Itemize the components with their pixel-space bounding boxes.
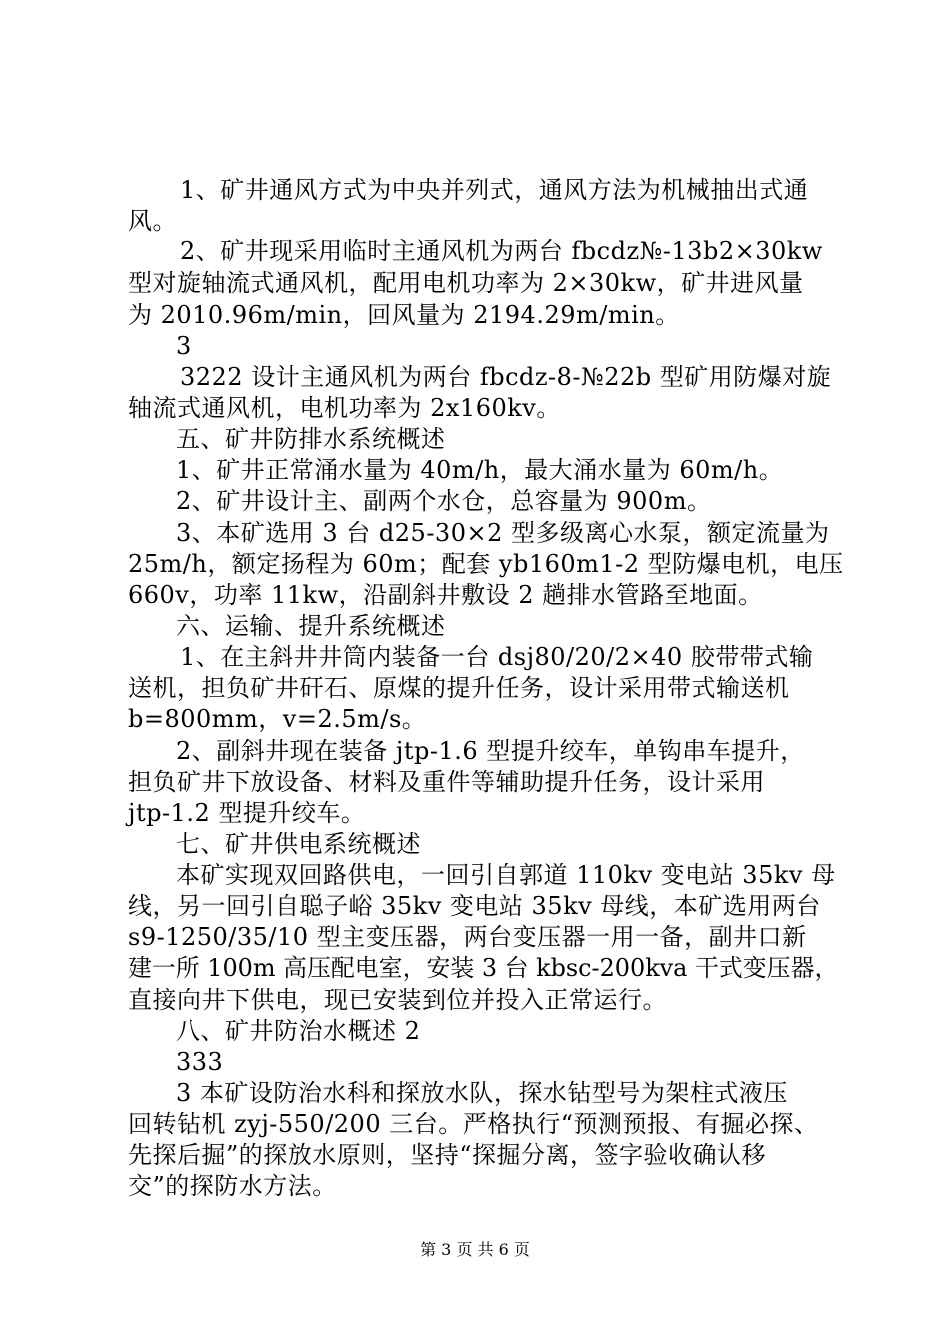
section-heading: 八、矿井防治水概述 2 — [176, 1017, 421, 1045]
text-line: 2、副斜井现在装备 jtp-1.6 型提升绞车，单钩串车提升， — [176, 737, 805, 765]
text-line: jtp-1.2 型提升绞车。 — [128, 799, 366, 827]
text-line: 线，另一回引自聪子峪 35kv 变电站 35kv 母线，本矿选用两台 — [128, 892, 821, 920]
text-line: 建一所 100m 高压配电室，安装 3 台 kbsc-200kva 干式变压器， — [128, 954, 839, 982]
text-line: 1、在主斜井井筒内装备一台 dsj80/20/2×40 胶带带式输 — [180, 643, 814, 671]
text-line: 担负矿井下放设备、材料及重件等辅助提升任务，设计采用 — [128, 768, 765, 796]
text-line: 轴流式通风机，电机功率为 2x160kv。 — [128, 394, 561, 422]
text-line: 交”的探防水方法。 — [128, 1172, 337, 1200]
text-line: 2、矿井现采用临时主通风机为两台 fbcdz№-13b2×30kw — [180, 237, 823, 265]
text-line: 3222 设计主通风机为两台 fbcdz-8-№22b 型矿用防爆对旋 — [180, 363, 832, 391]
section-heading: 六、运输、提升系统概述 — [176, 612, 446, 640]
text-line: 先探后掘”的探放水原则，坚持“探掘分离，签字验收确认移 — [128, 1141, 767, 1169]
text-line: 25m/h，额定扬程为 60m；配套 yb160m1-2 型防爆电机，电压 — [128, 550, 844, 578]
page-footer: 第 3 页 共 6 页 — [420, 1240, 530, 1259]
text-line: 型对旋轴流式通风机，配用电机功率为 2×30kw，矿井进风量 — [128, 269, 804, 297]
text-line: 660v，功率 11kw，沿副斜井敷设 2 趟排水管路至地面。 — [128, 581, 763, 609]
text-line: 2、矿井设计主、副两个水仓，总容量为 900m。 — [176, 487, 712, 515]
text-line: b=800mm，v=2.5m/s。 — [128, 705, 427, 733]
text-line: 风。 — [128, 207, 177, 235]
section-heading: 五、矿井防排水系统概述 — [176, 425, 446, 453]
text-line: 3、本矿选用 3 台 d25-30×2 型多级离心水泵，额定流量为 — [176, 519, 830, 547]
text-line: 1、矿井正常涌水量为 40m/h，最大涌水量为 60m/h。 — [176, 456, 784, 484]
text-line: s9-1250/35/10 型主变压器，两台变压器一用一备，副井口新 — [128, 923, 807, 951]
text-line: 送机，担负矿井矸石、原煤的提升任务，设计采用带式输送机 — [128, 674, 790, 702]
text-line: 1、矿井通风方式为中央并列式，通风方法为机械抽出式通 — [180, 176, 809, 204]
section-heading: 七、矿井供电系统概述 — [176, 830, 421, 858]
text-line: 3 — [176, 332, 192, 360]
text-line: 本矿实现双回路供电，一回引自郭道 110kv 变电站 35kv 母 — [176, 861, 836, 889]
text-line: 为 2010.96m/min，回风量为 2194.29m/min。 — [128, 301, 680, 329]
text-line: 直接向井下供电，现已安装到位并投入正常运行。 — [128, 986, 667, 1014]
text-line: 333 — [176, 1048, 224, 1076]
text-line: 回转钻机 zyj-550/200 三台。严格执行“预测预报、有掘必探、 — [128, 1110, 819, 1138]
text-line: 3 本矿设防治水科和探放水队，探水钻型号为架柱式液压 — [176, 1079, 788, 1107]
